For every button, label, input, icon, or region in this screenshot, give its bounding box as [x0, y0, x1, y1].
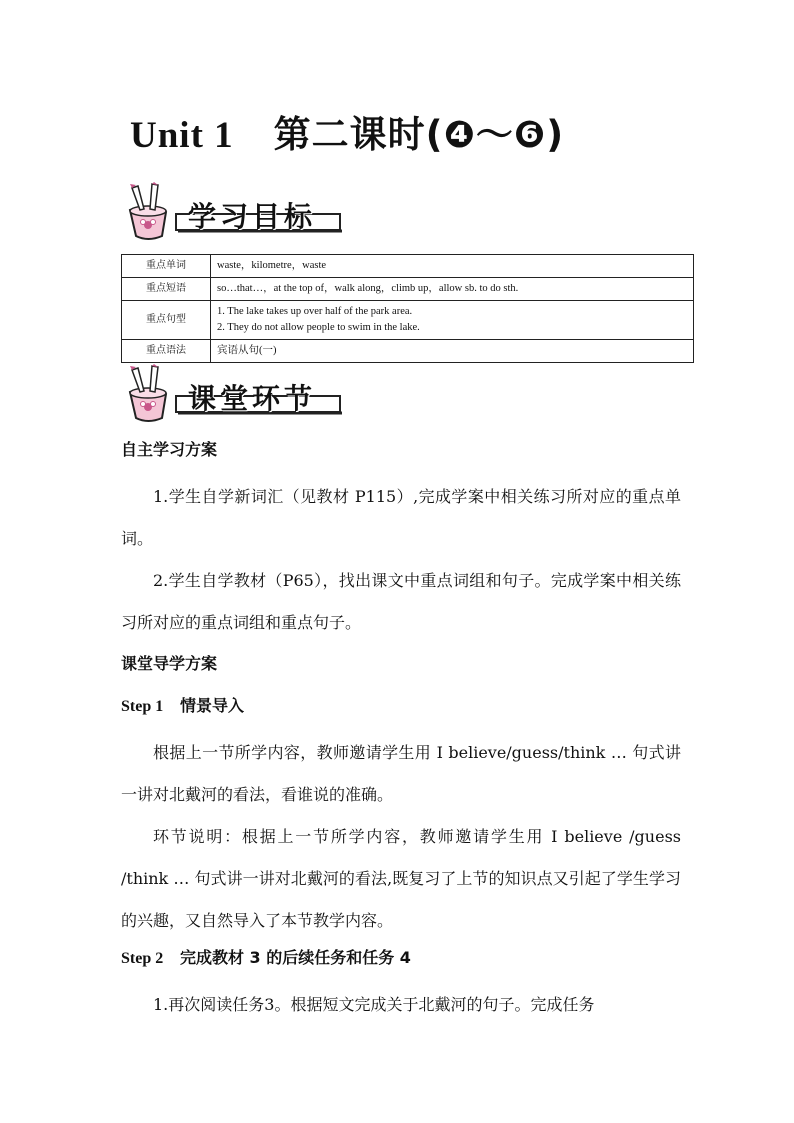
table-row	[122, 255, 694, 278]
heading-step1	[121, 690, 681, 732]
objective-value: 1. The lake takes up over half of the park area.	[217, 306, 413, 317]
lesson-label: 第二课时(❹～❻)	[273, 113, 565, 156]
step2-label: Step 2	[121, 950, 164, 967]
objective-label: 重点语法	[122, 340, 211, 363]
table-row	[122, 340, 694, 363]
unit-label: Unit 1	[130, 115, 234, 156]
table-row	[122, 278, 694, 301]
section-banner-goals	[118, 182, 348, 244]
step1-title: 情景导入	[179, 696, 244, 715]
objective-value: waste，kilometre，waste	[211, 255, 694, 278]
objective-value: 2. They do not allow people to swim in the lake.	[217, 322, 420, 333]
paragraph: 环节说明：根据上一节所学内容，教师邀请学生用 I believe /guess /think … 句式讲一讲对北戴河的看法,既复习了上节的知识点又引起了学生学习的兴趣，又自然导入了本节教学内容。	[121, 827, 681, 930]
objectives-table	[121, 254, 694, 363]
section-title-class: 课堂环节	[188, 382, 317, 415]
heading-step2	[121, 942, 681, 984]
paragraph: 1.学生自学新词汇（见教材 P115）,完成学案中相关练习所对应的重点单词。	[121, 487, 681, 548]
section-title-goals: 学习目标	[188, 200, 317, 233]
table-row	[122, 301, 694, 340]
heading-self-study: 自主学习方案	[121, 440, 218, 459]
step1-label: Step 1	[121, 698, 164, 715]
objective-label: 重点单词	[122, 255, 211, 278]
objective-value: so…that…，at the top of，walk along，climb up，allow sb. to do sth.	[211, 278, 694, 301]
paragraph: 2.学生自学教材（P65），找出课文中重点词组和句子。完成学案中相关练习所对应的重点词组和重点句子。	[121, 571, 681, 632]
heading-guided-study: 课堂导学方案	[121, 654, 218, 673]
section-banner-class	[118, 364, 348, 426]
objective-label: 重点句型	[122, 301, 211, 340]
objective-value: 宾语从句(一)	[211, 340, 694, 363]
lesson-content	[121, 434, 681, 1026]
step2-title: 完成教材 3 的后续任务和任务 4	[179, 948, 411, 967]
paragraph: 根据上一节所学内容，教师邀请学生用 I believe/guess/think … 句式讲一讲对北戴河的看法，看谁说的准确。	[121, 743, 681, 804]
objective-label: 重点短语	[122, 278, 211, 301]
page-title	[130, 104, 564, 158]
paragraph: 1.再次阅读任务3。根据短文完成关于北戴河的句子。完成任务	[153, 995, 595, 1014]
